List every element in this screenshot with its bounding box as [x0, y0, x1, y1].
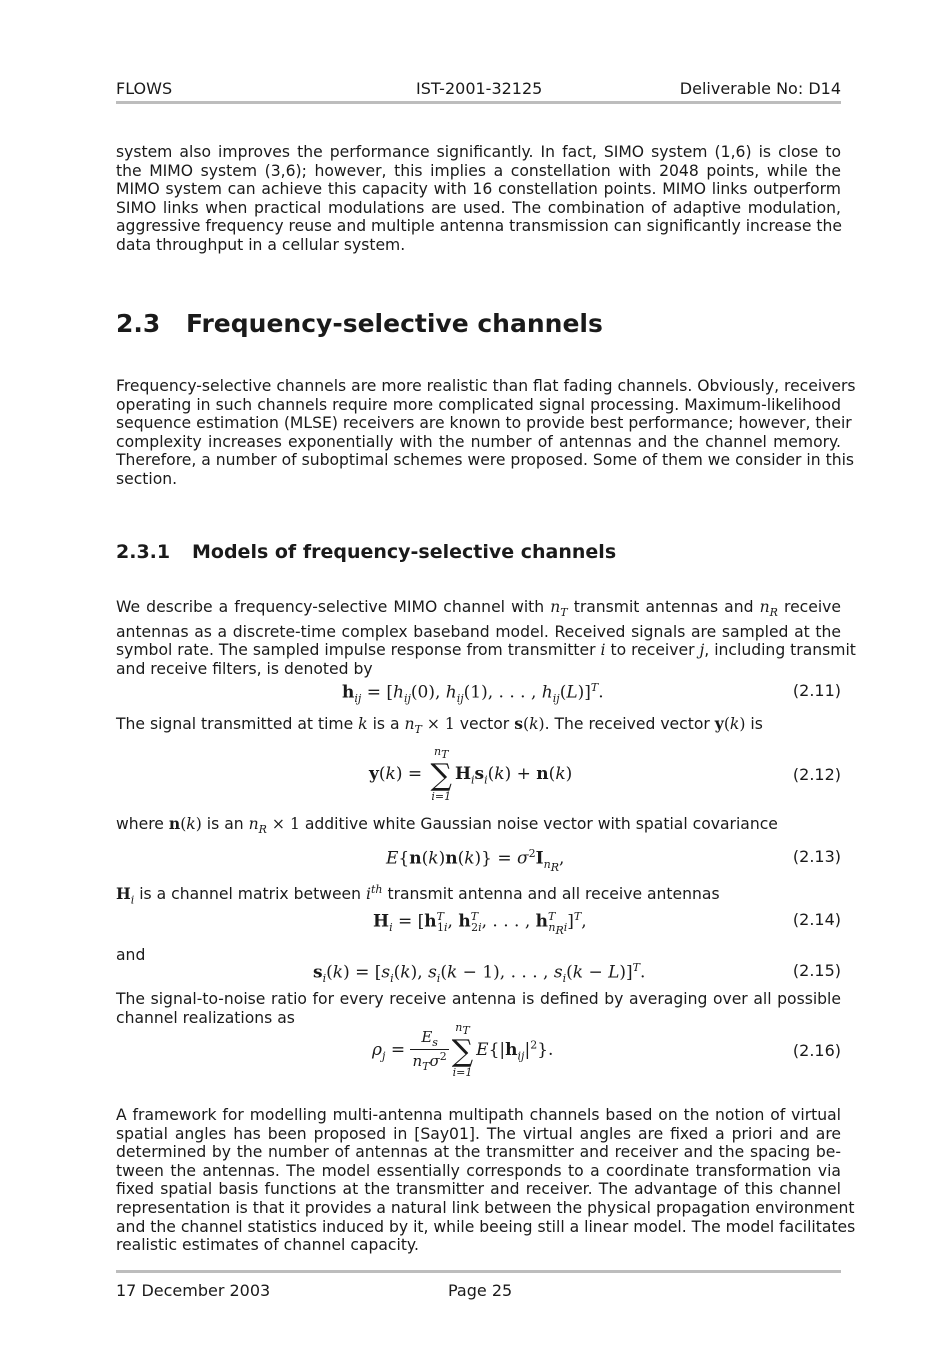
text-line: complexity increases exponentially with the number of antennas and the channel memory.	[116, 432, 841, 451]
text-line: A framework for modelling multi-antenna multipath channels based on the notion of virtual	[116, 1106, 841, 1124]
header-project-name: FLOWS	[116, 79, 173, 98]
equation-number: (2.15)	[792, 961, 841, 980]
section-title: Frequency-selective channels	[186, 309, 603, 338]
intro-paragraph	[116, 143, 841, 255]
text-line: We describe a frequency-selective MIMO channel with $n_T$ transmit antennas and $n_R$ receive	[116, 598, 841, 620]
equation-2-15	[116, 961, 841, 991]
equation-number: (2.14)	[792, 910, 841, 929]
subsection-number: 2.3.1	[116, 541, 171, 563]
equation-2-11	[116, 681, 841, 711]
math-nT: $n_T$	[550, 598, 568, 620]
text-line: antennas as a discrete-time complex baseband model. Received signals are sampled at the	[116, 622, 841, 641]
channel-matrix-paragraph	[116, 881, 841, 910]
footer-rule	[116, 1270, 841, 1273]
model-description-paragraph	[116, 598, 856, 678]
math-j: j	[699, 641, 705, 660]
text-line: operating in such channels require more complicated signal processing. Maximum-likelihood	[116, 395, 841, 414]
math-i: i	[600, 641, 606, 660]
text-line: $H_i$ is a channel matrix between $i^{th}$ transmit antenna and all receive antennas	[116, 883, 720, 907]
subsection-heading	[116, 541, 616, 563]
text-line: and	[116, 946, 146, 964]
header-contract-number: IST-2001-32125	[416, 79, 543, 98]
text-line: and the channel statistics induced by it, while beeing still a linear model. The model facilitates	[116, 1217, 856, 1236]
text-line: spatial angles has been proposed in [Say01]. The virtual angles are fixed a priori and are	[116, 1124, 841, 1143]
header-rule	[116, 101, 841, 104]
equation-2-12	[116, 746, 841, 806]
page-footer	[116, 1281, 841, 1301]
page-header	[116, 79, 841, 99]
section-paragraph	[116, 377, 856, 489]
text-line: Therefore, a number of suboptimal schemes were proposed. Some of them we consider in this	[116, 451, 855, 470]
equation-2-13	[116, 847, 841, 877]
equation-number: (2.13)	[792, 847, 841, 866]
equation-body: $H_i = [h^T_{1i}$, $h^T_{2i}$, . . . , $h^T_{n_Ri}]^T$,	[373, 910, 587, 938]
footer-date: 17 December 2003	[116, 1281, 271, 1300]
text-line: and receive filters, is denoted by	[116, 659, 373, 678]
noise-paragraph	[116, 815, 841, 840]
text-line: realistic estimates of channel capacity.	[116, 1236, 419, 1255]
equation-body: $\rho_j$ = $\frac{E_s}{n_T\sigma^2}$ $n_T$ ∑ i=1 $E\{|h_{ij}|^2\}$.	[372, 1021, 554, 1080]
text-line: representation is that it provides a natural link between the physical propagation environment	[116, 1198, 855, 1217]
text-line: The signal transmitted at time k is a $n_T \times 1$ vector s(k). The received vector y(k) is	[116, 714, 763, 737]
section-heading	[116, 309, 603, 338]
text-line: MIMO system can achieve this capacity with 16 constellation points. MIMO links outperform	[116, 180, 841, 199]
section-number: 2.3	[116, 309, 161, 338]
signal-paragraph	[116, 715, 841, 740]
equation-body: $s_i(k) = [s_i(k)$, $s_i(k - 1)$, . . . , $s_i(k - L)]^T$.	[313, 961, 646, 986]
text-line: Frequency-selective channels are more realistic than flat fading channels. Obviously, receivers	[116, 377, 856, 395]
text-line: sequence estimation (MLSE) receivers are known to provide best performance; however, their	[116, 414, 852, 433]
equation-number: (2.12)	[792, 765, 841, 784]
text-line: the MIMO system (3,6); however, this implies a constellation with 2048 points, while the	[116, 161, 841, 180]
text-line: SIMO links when practical modulations are used. The combination of adaptive modulation,	[116, 198, 841, 217]
header-deliverable-number: Deliverable No: D14	[679, 79, 841, 98]
equation-2-14	[116, 910, 841, 940]
equation-number: (2.16)	[792, 1041, 841, 1060]
text-line: The signal-to-noise ratio for every receive antenna is defined by averaging over all possible	[116, 990, 841, 1008]
text-line: symbol rate. The sampled impulse response from transmitter i to receiver j, including transmit	[116, 641, 856, 660]
framework-paragraph	[116, 1106, 856, 1255]
footer-page-number: Page 25	[448, 1281, 513, 1300]
text-line: determined by the number of antennas at the transmitter and receiver and the spacing be-	[116, 1143, 841, 1162]
math-nR: $n_R$	[759, 598, 778, 620]
text-line: where n(k) is an $n_R \times 1$ additive white Gaussian noise vector with spatial covariance	[116, 814, 778, 837]
equation-body: y(k) = $n_T$ ∑ i=1 $H_is_i(k) + n(k)$	[369, 745, 573, 804]
text-line: fixed spatial basis functions at the transmitter and receiver. The advantage of this channel	[116, 1180, 841, 1199]
subsection-title: Models of frequency-selective channels	[192, 541, 617, 563]
text-line: aggressive frequency reuse and multiple antenna transmission can significantly increase the	[116, 217, 842, 236]
equation-2-16	[116, 1022, 841, 1082]
text-line: channel realizations as	[116, 1008, 295, 1027]
text-line: section.	[116, 469, 178, 488]
text-line: tween the antennas. The model essentially corresponds to a coordinate transformation via	[116, 1161, 841, 1180]
equation-number: (2.11)	[792, 681, 841, 700]
text-line: data throughput in a cellular system.	[116, 235, 406, 254]
equation-body: $E\{n(k)n(k)\} = \sigma^2I_{n_R}$,	[386, 847, 565, 875]
equation-body: $h_{ij} = [h_{ij}(0)$, $h_{ij}(1)$, . . . , $h_{ij}(L)]^T$.	[342, 681, 604, 706]
text-line: system also improves the performance significantly. In fact, SIMO system (1,6) is close to	[116, 143, 841, 161]
